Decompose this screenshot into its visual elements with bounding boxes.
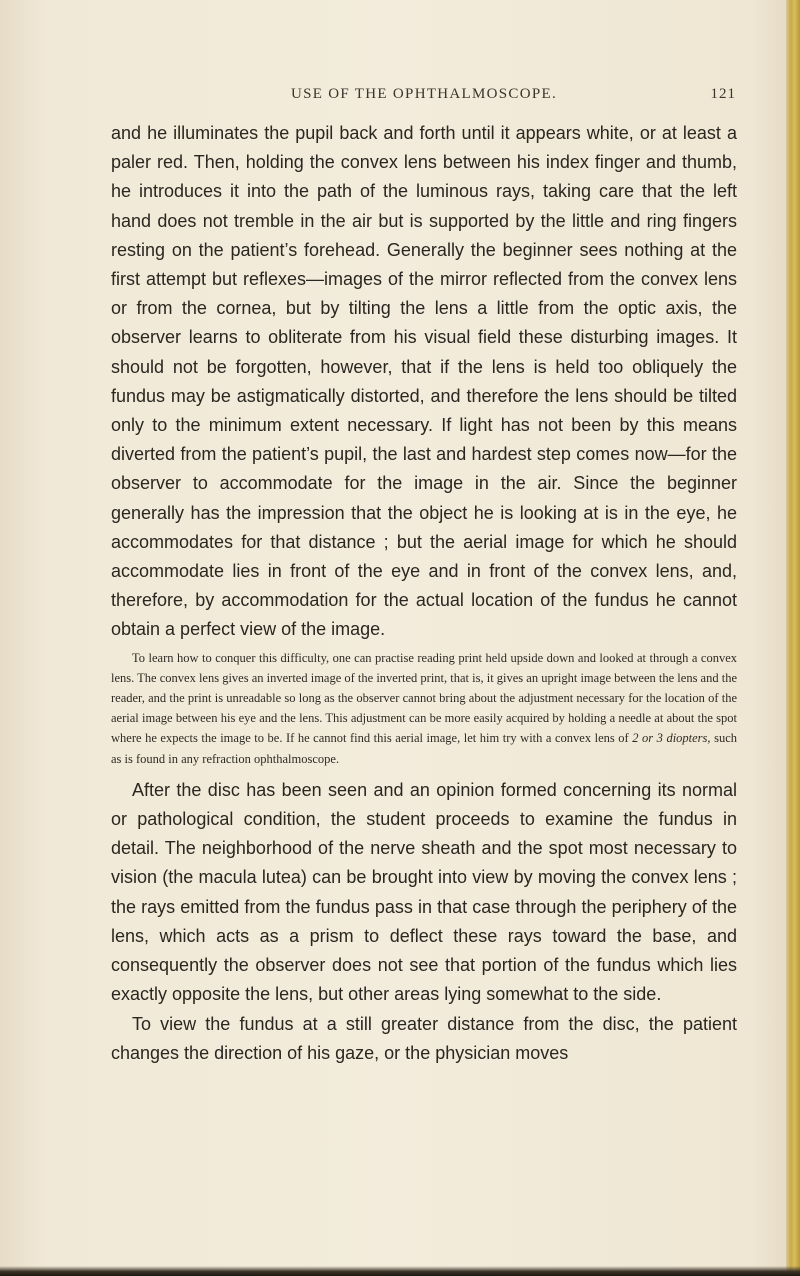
page-bottom-shadow — [0, 1266, 800, 1276]
small-print-note — [111, 648, 737, 769]
note-text: To learn how to conquer this difficulty, one can practise reading print held upside down and looked at through a convex lens. The convex lens gives an inverted image of the inverted print, that is, it gives an upright image between the lens and the reader, and the print is unreadable so long as the observer cannot bring about the adjustment necessary for the location of the aerial image between his eye and the lens. This adjustment can be more easily acquired by holding a needle at about the spot where he expects the image to be. If he cannot find this aerial image, let him try with a convex lens of — [111, 650, 737, 746]
page-number: 121 — [710, 86, 736, 102]
paragraph-2: After the disc has been seen and an opinion formed concerning its normal or pathological condition, the student proceeds to examine the fundus in detail. The neighborhood of the nerve sheath and the spot most necessary to vision (the macula lutea) can be brought into view by moving the convex lens ; the rays emitted from the fundus pass in that case through the periphery of the lens, which acts as a prism to deflect these rays toward the base, and consequently the observer does not see that portion of the fundus which lies exactly opposite the lens, but other areas lying somewhat to the side. — [111, 779, 737, 1005]
paragraph-1: and he illuminates the pupil back and forth until it appears white, or at least a paler red. Then, holding the convex lens between his index finger and thumb, he introduces it into the path of the luminous rays, taking care that the left hand does not tremble in the air but is supported by the little and ring fingers resting on the patient’s forehead. Generally the beginner sees nothing at the first attempt but reflexes—images of the mirror reflected from the convex lens or from the cornea, but by tilting the lens a little from the optic axis, the observer learns to obliterate from his visual field these disturbing images. It should not be forgotten, however, that if the lens is held too obliquely the fundus may be astigmatically distorted, and therefore the lens should be tilted only to the minimum extent necessary. If light has not been by this means diverted from the patient’s pupil, the last and hardest step comes now—for the observer to accommodate for the image in the air. Since the beginner generally has the impression that the object he is looking at is in the eye, he accommodates for that distance ; but the aerial image for which he should accommodate lies in front of the eye and in front of the convex lens, and, therefore, by accommodation for the actual location of the fundus he cannot obtain a perfect view of the image. — [111, 123, 737, 640]
body-text — [111, 119, 737, 1068]
page-header — [112, 86, 736, 110]
running-head: USE OF THE OPHTHALMOSCOPE. — [290, 86, 558, 102]
note-italic: 2 or 3 diopters, — [632, 731, 711, 746]
paragraph-3: To view the fundus at a still greater distance from the disc, the patient changes the direction of his gaze, or the physician moves — [111, 1013, 737, 1063]
page-gilt-edge — [786, 0, 800, 1276]
note-tail: such as is found in any refraction ophthalmoscope. — [111, 731, 737, 766]
